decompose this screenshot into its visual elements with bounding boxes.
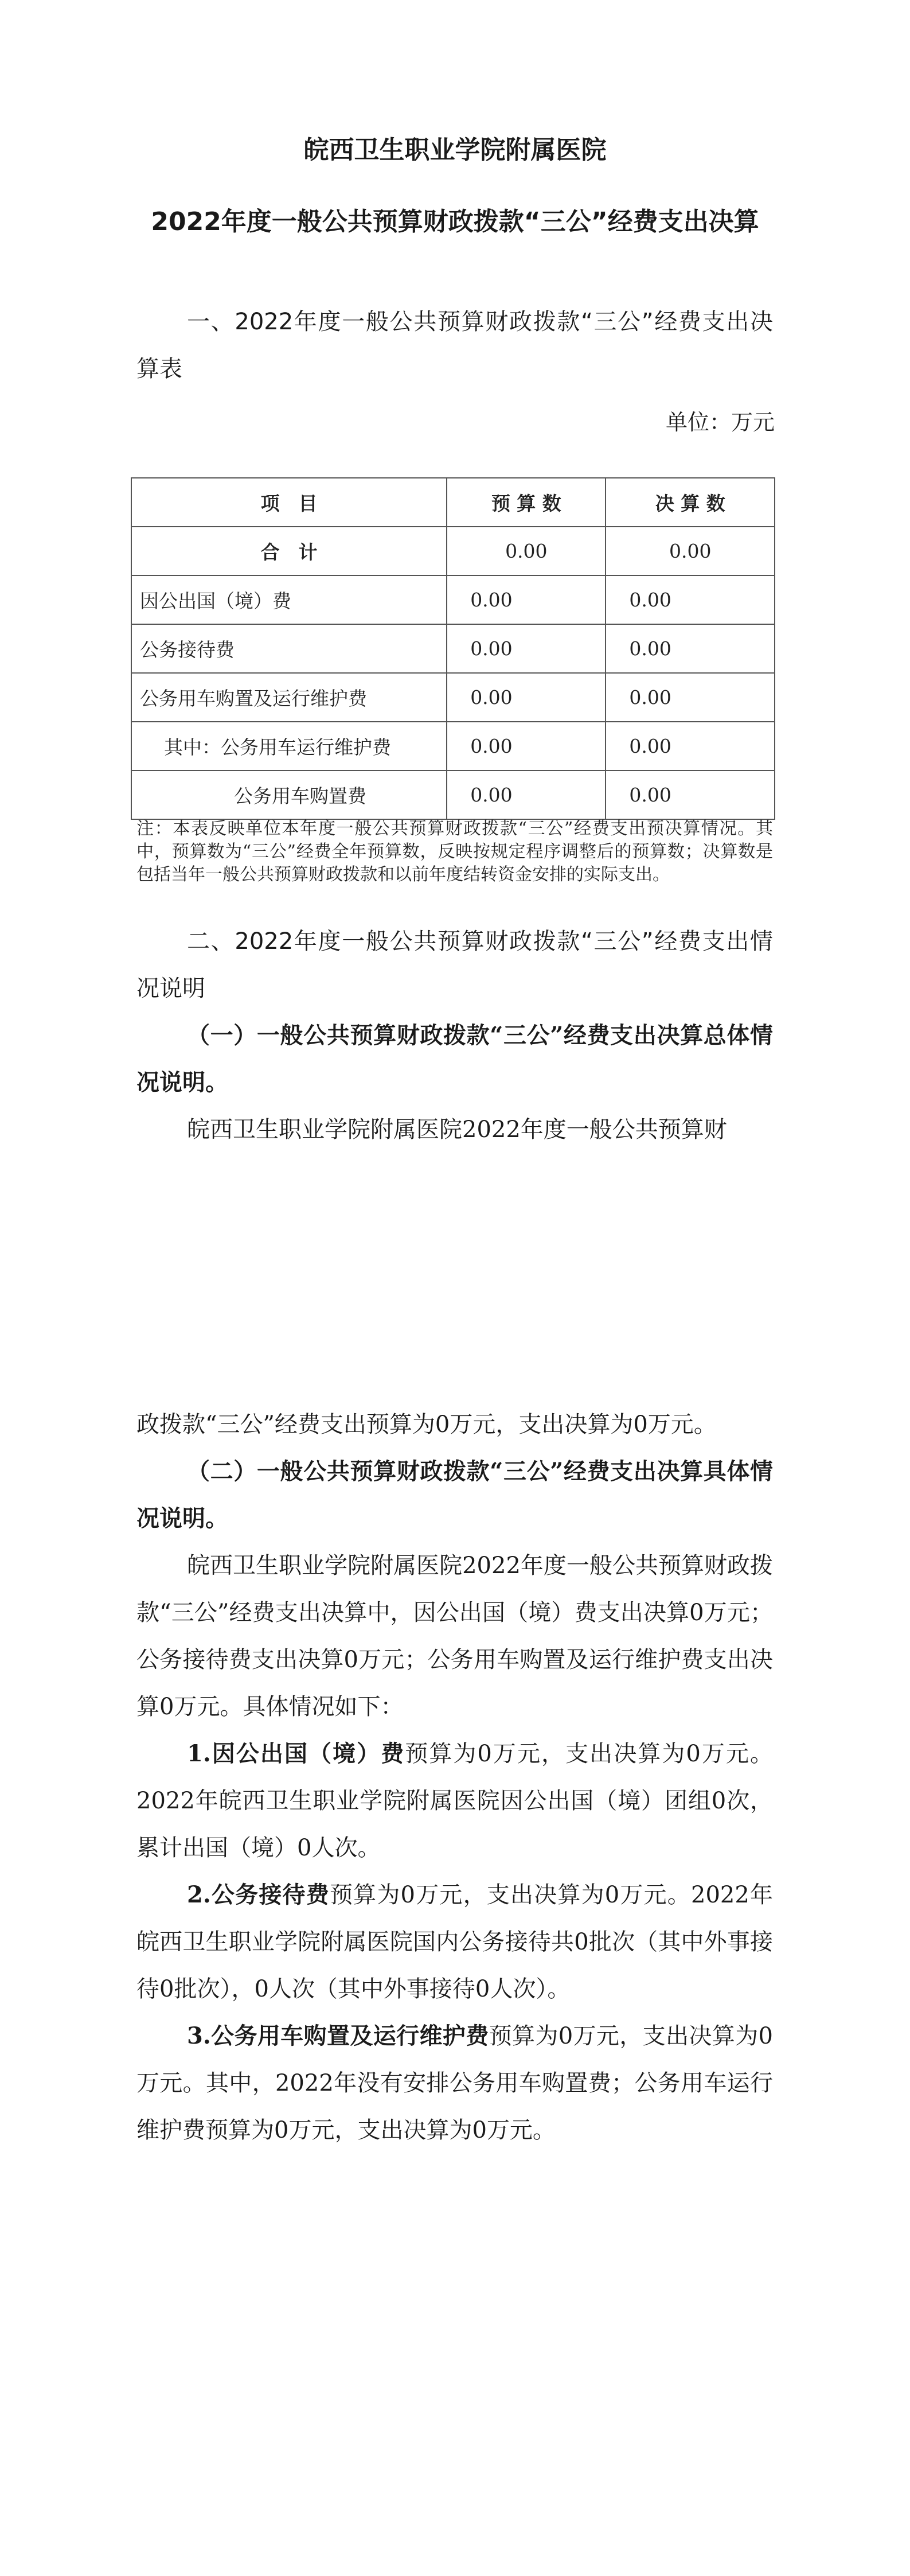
row-actual: 0.00	[606, 771, 775, 819]
document-title: 皖西卫生职业学院附属医院	[303, 135, 607, 165]
row-budget: 0.00	[447, 575, 606, 624]
item2-text: 预算为0万元，支出决算为0万元。2022年皖西卫生职业学院附属医院国内公务接待共0批次（其中外事接待0批次），0人次（其中外事接待0人次）。	[136, 1882, 773, 2002]
item1-paragraph	[136, 1730, 773, 1871]
row-actual: 0.00	[606, 527, 775, 575]
section1-heading: 一、2022年度一般公共预算财政拨款“三公”经费支出决算表	[136, 309, 773, 382]
row-label: 其中：公务用车运行维护费	[131, 722, 447, 771]
row-actual: 0.00	[606, 575, 775, 624]
document-subtitle: 2022年度一般公共预算财政拨款“三公”经费支出决算	[151, 207, 759, 236]
section2-heading: 二、2022年度一般公共预算财政拨款“三公”经费支出情况说明	[136, 928, 773, 1002]
sub1-heading: （一）一般公共预算财政拨款“三公”经费支出决算总体情况说明。	[136, 1022, 773, 1096]
item3-text: 预算为0万元，支出决算为0万元。其中，2022年没有安排公务用车购置费；公务用车运行维护费预算为0万元，支出决算为0万元。	[136, 2023, 773, 2143]
row-label: 合 计	[131, 527, 447, 575]
row-actual: 0.00	[606, 624, 775, 673]
table-row	[131, 673, 775, 722]
row-label: 公务用车购置及运行维护费	[131, 673, 447, 722]
sub2-heading: （二）一般公共预算财政拨款“三公”经费支出决算具体情况说明。	[136, 1458, 773, 1532]
row-budget: 0.00	[447, 673, 606, 722]
table-row	[131, 575, 775, 624]
table-header-row	[131, 478, 775, 527]
row-label: 公务用车购置费	[131, 771, 447, 819]
row-budget: 0.00	[447, 527, 606, 575]
row-budget: 0.00	[447, 722, 606, 771]
row-label: 因公出国（境）费	[131, 575, 447, 624]
expense-table	[131, 477, 775, 820]
sub2-text: 皖西卫生职业学院附属医院2022年度一般公共预算财政拨款“三公”经费支出决算中，因公出国（境）费支出决算0万元；公务接待费支出决算0万元；公务用车购置及运行维护费支出决算0万元。具体情况如下：	[136, 1552, 773, 1720]
table-note: 注：本表反映单位本年度一般公共预算财政拨款“三公”经费支出预决算情况。其中，预算数为“三公”经费全年预算数，反映按规定程序调整后的预算数；决算数是包括当年一般公共预算财政拨款和以前年度结转资金安排的实际支出。	[136, 819, 773, 885]
table-row-total	[131, 527, 775, 575]
header-budget: 预 算 数	[447, 478, 606, 527]
table-row	[131, 771, 775, 819]
item1-text: 预算为0万元，支出决算为0万元。2022年皖西卫生职业学院附属医院因公出国（境）团组0次，累计出国（境）0人次。	[136, 1741, 773, 1861]
unit-label: 单位：万元	[665, 410, 775, 435]
header-item: 项 目	[131, 478, 447, 527]
sub1-text-part2: 政拨款“三公”经费支出预算为0万元，支出决算为0万元。	[136, 1411, 717, 1438]
item1-label: 1.因公出国（境）费	[187, 1740, 405, 1767]
row-actual: 0.00	[606, 673, 775, 722]
item2-paragraph	[136, 1871, 773, 2013]
item3-paragraph	[136, 2013, 773, 2154]
row-budget: 0.00	[447, 624, 606, 673]
row-actual: 0.00	[606, 722, 775, 771]
table-row	[131, 722, 775, 771]
item3-label: 3.公务用车购置及运行维护费	[187, 2022, 489, 2049]
sub1-text-part1: 皖西卫生职业学院附属医院2022年度一般公共预算财	[187, 1116, 727, 1143]
item2-label: 2.公务接待费	[187, 1881, 330, 1908]
row-budget: 0.00	[447, 771, 606, 819]
table-row	[131, 624, 775, 673]
row-label: 公务接待费	[131, 624, 447, 673]
header-actual: 决 算 数	[606, 478, 775, 527]
